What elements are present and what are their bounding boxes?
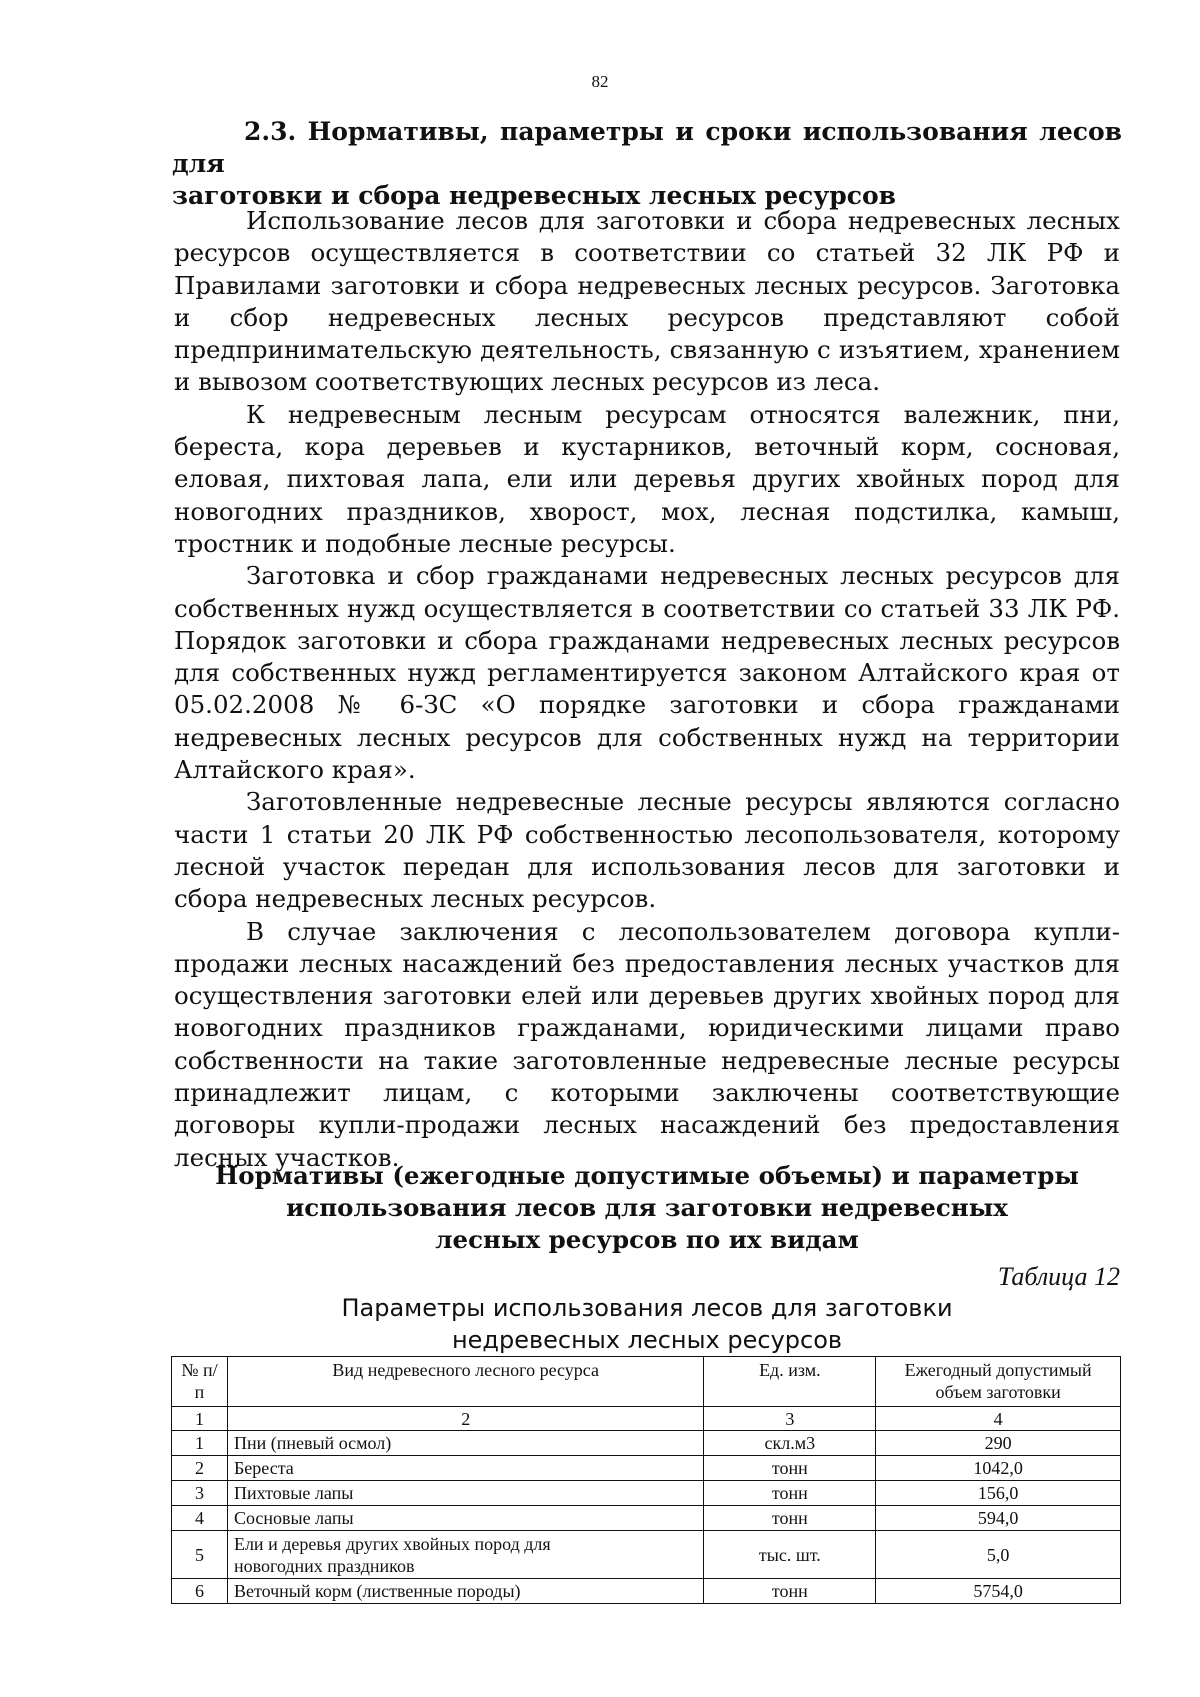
row-number: 1 bbox=[172, 1431, 228, 1456]
section-heading bbox=[172, 116, 1122, 212]
paragraph-3: Заготовка и сбор гражданами недревесных лесных ресурсов для собственных нужд осуществляется в соответствии со статьей 33 ЛК РФ. Порядок заготовки и сбора гражданами недревесных лесных ресурсов для собственных нужд регламентируется законом Алтайского края от 05.02.2008 № 6-ЗС «О порядке заготовки и сбора гражданами недревесных лесных ресурсов для собственных нужд на территории Алтайского края». bbox=[174, 561, 1120, 785]
table-label: Таблица 12 bbox=[997, 1262, 1120, 1291]
resource-volume: 156,0 bbox=[876, 1481, 1121, 1506]
table-row bbox=[172, 1579, 1121, 1604]
paragraph-5: В случае заключения с лесопользователем договора купли-продажи лесных насаждений без предоставления лесных участков для осуществления заготовки елей или деревьев других хвойных пород для новогодних праздников гражданами, юридическими лицами право собственности на такие заготовленные недревесные лесные ресурсы принадлежит лицам, с которыми заключены соответствующие договоры купли-продажи лесных насаждений без предоставления лесных участков. bbox=[174, 916, 1120, 1172]
paragraph-2: К недревесным лесным ресурсам относятся валежник, пни, береста, кора деревьев и кустарников, веточный корм, сосновая, еловая, пихтовая лапа, ели или деревья других хвойных пород для новогодних праздников, хворост, мох, лесная подстилка, камыш, тростник и подобные лесные ресурсы. bbox=[174, 399, 1120, 558]
resource-unit: тонн bbox=[704, 1481, 876, 1506]
page-number: 82 bbox=[591, 72, 609, 91]
resource-volume: 594,0 bbox=[876, 1506, 1121, 1531]
table-column-numbers-row bbox=[172, 1407, 1121, 1431]
resource-name: Пихтовые лапы bbox=[227, 1481, 703, 1506]
column-number: 4 bbox=[876, 1407, 1121, 1431]
paragraph-1: Использование лесов для заготовки и сбора недревесных лесных ресурсов осуществляется в соответствии со статьей 32 ЛК РФ и Правилами заготовки и сбора недревесных лесных ресурсов. Заготовка и сбор недревесных лесных ресурсов представляют собой предпринимательскую деятельность, связанную с изъятием, хранением и вывозом соответствующих лесных ресурсов из леса. bbox=[174, 206, 1120, 397]
table-caption-line-1: Параметры использования лесов для заготовки bbox=[341, 1294, 953, 1322]
section-heading-line-1: 2.3. Нормативы, параметры и сроки использования лесов для bbox=[172, 117, 1122, 178]
row-number: 3 bbox=[172, 1481, 228, 1506]
table-title-line-1: Нормативы (ежегодные допустимые объемы) и параметры bbox=[215, 1161, 1079, 1190]
header-number: № п/п bbox=[172, 1357, 228, 1407]
table-header-row bbox=[172, 1357, 1121, 1407]
table-row bbox=[172, 1431, 1121, 1456]
table-row bbox=[172, 1506, 1121, 1531]
row-number: 4 bbox=[172, 1506, 228, 1531]
resource-name: Пни (пневый осмол) bbox=[227, 1431, 703, 1456]
table-caption-line-2: недревесных лесных ресурсов bbox=[451, 1326, 843, 1354]
column-number: 1 bbox=[172, 1407, 228, 1431]
resource-unit: тонн bbox=[704, 1456, 876, 1481]
table-row bbox=[172, 1481, 1121, 1506]
resource-name: Сосновые лапы bbox=[227, 1506, 703, 1531]
resource-name: Ели и деревья других хвойных пород для новогодних праздников bbox=[227, 1531, 703, 1579]
resource-name: Веточный корм (лиственные породы) bbox=[227, 1579, 703, 1604]
resource-volume: 5,0 bbox=[876, 1531, 1121, 1579]
resource-unit: тонн bbox=[704, 1506, 876, 1531]
resource-volume: 1042,0 bbox=[876, 1456, 1121, 1481]
table-title bbox=[172, 1160, 1122, 1256]
resource-volume: 5754,0 bbox=[876, 1579, 1121, 1604]
table-caption bbox=[172, 1292, 1122, 1356]
table-row bbox=[172, 1531, 1121, 1579]
resource-name: Береста bbox=[227, 1456, 703, 1481]
resource-unit: тыс. шт. bbox=[704, 1531, 876, 1579]
row-number: 2 bbox=[172, 1456, 228, 1481]
paragraph-4: Заготовленные недревесные лесные ресурсы являются согласно части 1 статьи 20 ЛК РФ собственностью лесопользователя, которому лесной участок передан для использования лесов для заготовки и сбора недревесных лесных ресурсов. bbox=[174, 787, 1120, 914]
resource-unit: тонн bbox=[704, 1579, 876, 1604]
section-heading-line-2: заготовки и сбора недревесных лесных ресурсов bbox=[172, 181, 896, 210]
resources-table bbox=[171, 1356, 1121, 1604]
resource-volume: 290 bbox=[876, 1431, 1121, 1456]
column-number: 2 bbox=[227, 1407, 703, 1431]
body-text bbox=[174, 205, 1120, 1174]
row-number: 5 bbox=[172, 1531, 228, 1579]
row-number: 6 bbox=[172, 1579, 228, 1604]
column-number: 3 bbox=[704, 1407, 876, 1431]
table-title-line-2: использования лесов для заготовки недревесных bbox=[286, 1193, 1008, 1222]
resource-unit: скл.м3 bbox=[704, 1431, 876, 1456]
table-row bbox=[172, 1456, 1121, 1481]
header-unit: Ед. изм. bbox=[704, 1357, 876, 1407]
header-resource-type: Вид недревесного лесного ресурса bbox=[227, 1357, 703, 1407]
table-title-line-3: лесных ресурсов по их видам bbox=[435, 1225, 859, 1254]
header-annual-volume: Ежегодный допустимый объем заготовки bbox=[876, 1357, 1121, 1407]
